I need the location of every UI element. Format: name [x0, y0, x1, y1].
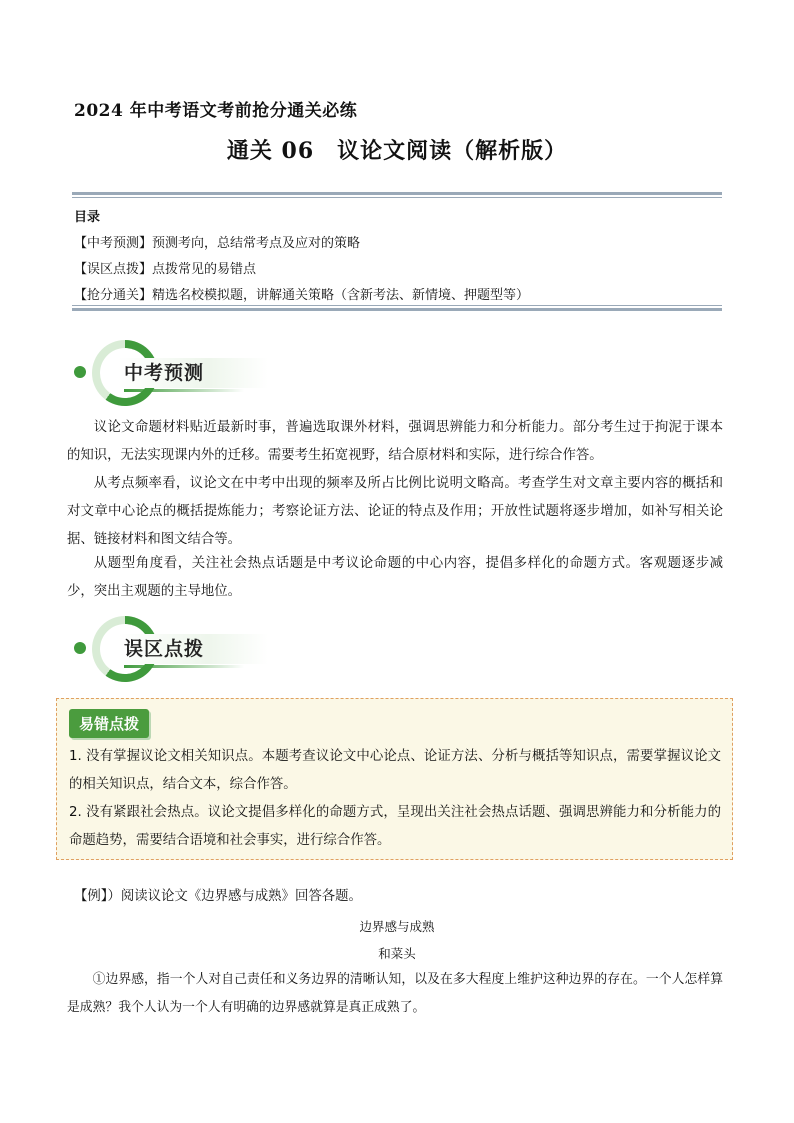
section-header-pitfalls	[74, 614, 274, 684]
tips-box	[56, 698, 733, 860]
divider-bottom	[72, 308, 722, 311]
section-title: 中考预测	[124, 362, 205, 384]
divider-top-thin	[72, 197, 722, 198]
divider-bottom-thin	[72, 305, 722, 306]
example-intro: 【例】）阅读议论文《边界感与成熟》回答各题。	[74, 889, 362, 904]
section-header-forecast	[74, 338, 274, 408]
paragraph: 议论文命题材料贴近最新时事，普遍选取课外材料，强调思辨能力和分析能力。部分考生过于拘泥于课本的知识，无法实现课内外的迁移。需要考生拓宽视野，结合原材料和实际，进行综合作答。	[67, 420, 723, 463]
paragraph: 从题型角度看，关注社会热点话题是中考议论命题的中心内容，提倡多样化的命题方式。客观题逐步减少，突出主观题的主导地位。	[67, 556, 723, 599]
tips-badge: 易错点拨	[69, 709, 149, 738]
document-title: 通关 06 议论文阅读（解析版）	[226, 138, 568, 164]
document-subtitle: 2024 年中考语文考前抢分通关必练	[74, 101, 358, 121]
bullet-dot-icon	[74, 366, 86, 378]
tips-list	[69, 743, 721, 855]
toc-item: 【中考预测】预测考向，总结常考点及应对的策略	[74, 236, 361, 251]
section-title: 误区点拨	[124, 638, 205, 660]
article-title: 边界感与成熟	[359, 919, 435, 934]
tips-item: 1. 没有掌握议论文相关知识点。本题考查议论文中心论点、论证方法、分析与概括等知识点，需要掌握议论文的相关知识点，结合文本，综合作答。	[69, 749, 721, 792]
toc-heading: 目录	[74, 210, 101, 225]
table-of-contents	[74, 205, 529, 309]
toc-item: 【抢分通关】精选名校模拟题，讲解通关策略（含新考法、新情境、押题型等）	[74, 288, 530, 303]
bullet-dot-icon	[74, 642, 86, 654]
tips-item: 2. 没有紧跟社会热点。议论文提倡多样化的命题方式，呈现出关注社会热点话题、强调思辨能力和分析能力的命题趋势，需要结合语境和社会事实，进行综合作答。	[69, 805, 721, 848]
toc-item: 【误区点拨】点拨常见的易错点	[74, 262, 257, 277]
paragraph: 从考点频率看，议论文在中考中出现的频率及所占比例比说明文略高。考查学生对文章主要内容的概括和对文章中心论点的概括提炼能力；考察论证方法、论证的特点及作用；开放性试题将逐步增加，如补写相关论据、链接材料和图文结合等。	[67, 476, 723, 547]
article-paragraph: ①边界感，指一个人对自己责任和义务边界的清晰认知，以及在多大程度上维护这种边界的存在。一个人怎样算是成熟？我个人认为一个人有明确的边界感就算是真正成熟了。	[67, 972, 723, 1015]
divider-top	[72, 192, 722, 195]
article-author: 和菜头	[378, 946, 416, 961]
